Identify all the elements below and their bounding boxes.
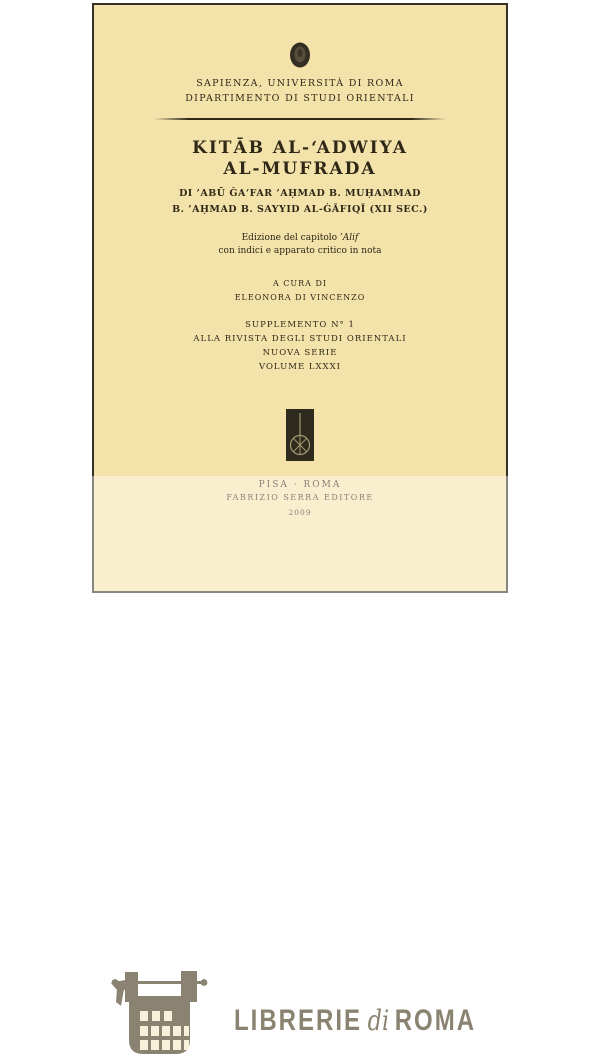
edition-line2: con indici e apparato critico in nota [218, 246, 382, 256]
publisher-year: 2009 [288, 508, 312, 517]
institution [94, 76, 506, 106]
typewriter-icon [108, 968, 210, 1064]
editor-name: ELEONORA DI VINCENZO [234, 293, 366, 302]
book-title [94, 138, 506, 180]
author-line2: B. ’AḤMAD B. SAYYID AL-ĠĀFIQĪ (XII SEC.) [172, 204, 428, 215]
edition-line1: Edizione del capitolo ’Alif [241, 233, 359, 243]
sapienza-crest-icon [94, 41, 506, 73]
author-line1: DI ’ABŪ ĞA‘FAR ’AḤMAD B. MUḤAMMAD [179, 188, 421, 199]
editor [94, 277, 506, 305]
book-title-line1: KITĀB AL-‘ADWIYA [192, 138, 408, 158]
publisher-cities: PISA · ROMA [258, 480, 342, 490]
edition-note [94, 232, 506, 258]
series-line2: ALLA RIVISTA DEGLI STUDI ORIENTALI [193, 334, 407, 344]
series-line3: NUOVA SERIE [262, 348, 338, 358]
divider-rule [154, 118, 446, 120]
series-line1: SUPPLEMENTO N° 1 [245, 320, 355, 330]
watermark-word-di: di [367, 1004, 390, 1037]
watermark-text [234, 1004, 476, 1038]
institution-line2: DIPARTIMENTO DI STUDI ORIENTALI [185, 93, 415, 104]
watermark-overlay [0, 476, 600, 1037]
publisher-name: FABRIZIO SERRA EDITORE [226, 493, 374, 502]
series-info [94, 318, 506, 374]
author [94, 186, 506, 218]
editor-label: A CURA DI [272, 279, 328, 288]
edition-chapter-italic: ’Alif [339, 233, 359, 243]
series-line4: VOLUME LXXXI [258, 362, 342, 372]
watermark-word-roma: ROMA [394, 1004, 477, 1037]
institution-line1: SAPIENZA, UNIVERSITÀ DI ROMA [196, 78, 404, 89]
watermark-word-librerie: LIBRERIE [234, 1004, 363, 1037]
publisher-emblem-icon [94, 409, 506, 465]
book-title-line2: AL-MUFRADA [223, 159, 377, 179]
